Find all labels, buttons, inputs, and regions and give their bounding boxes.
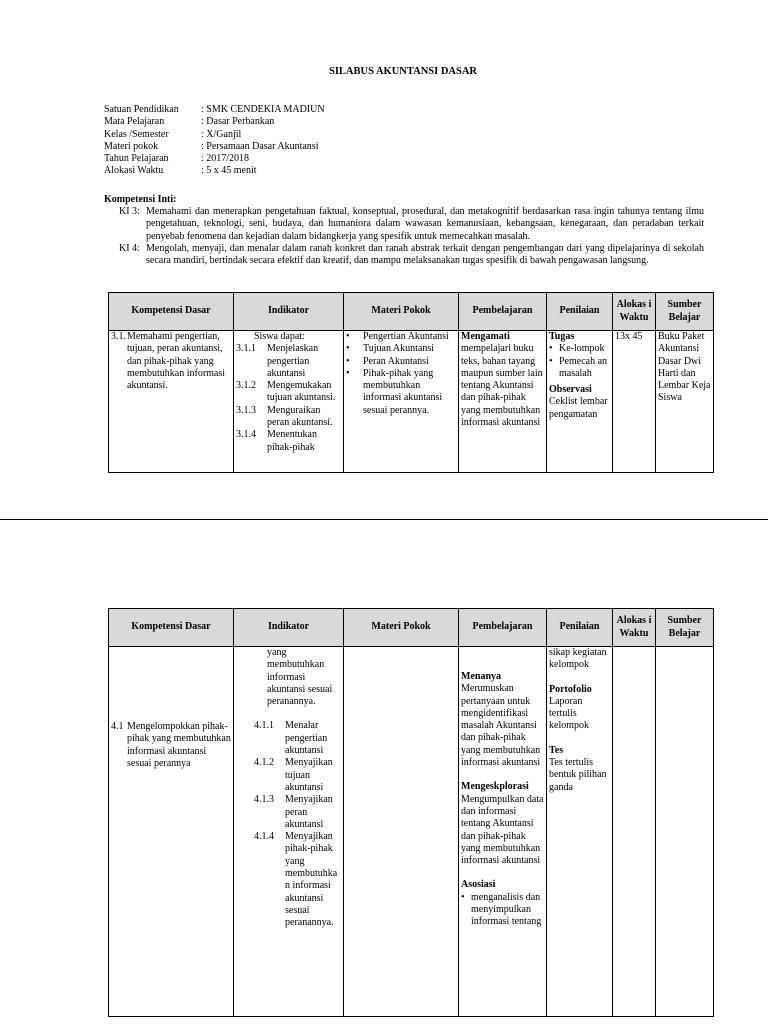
meta-row bbox=[104, 165, 325, 177]
portofolio-heading: Portofolio bbox=[549, 683, 592, 695]
ki-3-text: Memahami dan menerapkan pengetahuan faktual, konseptual, prosedural, dan metakognitif berdasarkan rasa ingin tahunya tentang ilmu pengetahuan, teknologi, seni, budaya, dan humaniora dalam wawasan kemanusiaan, kebangsaan, kenegaraan, dan peradaban terkait penyebab fenomena dan kejadian dalam bidangkerja yang spesifik untuk memecahkan masalah. bbox=[146, 206, 704, 242]
tugas-heading: Tugas bbox=[549, 331, 575, 342]
header-sumber: Sumber Belajar bbox=[656, 609, 714, 647]
indicator-number: 3.1.1 bbox=[236, 343, 256, 355]
meta-row bbox=[104, 153, 325, 165]
kd-cell bbox=[109, 647, 234, 1017]
penilaian-cell bbox=[547, 647, 613, 1017]
bullet-icon: • bbox=[549, 355, 553, 367]
meta-row bbox=[104, 141, 325, 153]
indicator-continued: yang membutuhkan informasi akuntansi sesuai peranannya. bbox=[267, 647, 333, 708]
tes-heading: Tes bbox=[549, 744, 564, 756]
materi-cell bbox=[344, 647, 459, 1017]
tugas-item: Ke-lompok bbox=[559, 343, 605, 355]
bullet-icon: • bbox=[549, 343, 553, 355]
portofolio-text: Laporan tertulis kelompok bbox=[549, 695, 589, 732]
materi-cell bbox=[344, 331, 459, 473]
indicator-text: Menguraikan peran akuntansi. bbox=[267, 404, 333, 429]
materi-item: Tujuan Akuntansi bbox=[363, 343, 435, 355]
indikator-intro: Siswa dapat: bbox=[254, 331, 305, 342]
header-pembelajaran: Pembelajaran bbox=[459, 609, 547, 647]
kd-text: Memahami pengertian, tujuan, peran akuntansi, dan pihak-pihak yang membutuhkan informasi akuntansi. bbox=[127, 331, 226, 392]
bullet-icon: • bbox=[346, 331, 350, 342]
penilaian-continued: sikap kegiatan kelompok bbox=[549, 647, 607, 671]
header-indikator: Indikator bbox=[234, 293, 344, 331]
indicator-text: Menentukan pihak-pihak bbox=[267, 429, 317, 453]
kd-number: 3.1. bbox=[111, 331, 126, 342]
meta-value: : 5 x 45 menit bbox=[201, 165, 257, 177]
materi-item: Peran Akuntansi bbox=[363, 355, 429, 367]
meta-label: Mata Pelajaran bbox=[104, 116, 165, 128]
header-pembelajaran: Pembelajaran bbox=[459, 293, 547, 331]
indicator-number: 4.1.1 bbox=[254, 720, 274, 732]
kd-cell bbox=[109, 331, 234, 473]
asosiasi-heading: Asosiasi bbox=[461, 879, 496, 891]
bullet-icon: • bbox=[461, 891, 465, 903]
ki-3 bbox=[119, 206, 704, 243]
meta-row bbox=[104, 129, 325, 141]
bullet-icon: • bbox=[346, 367, 350, 379]
indikator-cell bbox=[234, 331, 344, 473]
materi-item: Pengertian Akuntansi bbox=[363, 331, 449, 342]
identity-block bbox=[104, 104, 325, 178]
page-divider bbox=[0, 519, 768, 520]
header-sumber: Sumber Belajar bbox=[656, 293, 714, 331]
ki-4-label: KI 4: bbox=[119, 243, 140, 254]
meta-value: : X/Ganjil bbox=[201, 128, 242, 140]
header-alokasi: Alokas i Waktu bbox=[613, 293, 656, 331]
meta-label: Tahun Pelajaran bbox=[104, 153, 169, 165]
alokasi-cell: 13x 45 bbox=[613, 331, 656, 473]
kd-number: 4.1 bbox=[111, 721, 124, 732]
header-kd: Kompetensi Dasar bbox=[109, 609, 234, 647]
indicator-number: 3.1.4 bbox=[236, 429, 256, 441]
alokasi-cell bbox=[613, 647, 656, 1017]
header-indikator: Indikator bbox=[234, 609, 344, 647]
meta-label: Kelas /Semester bbox=[104, 128, 169, 140]
header-kd: Kompetensi Dasar bbox=[109, 293, 234, 331]
meta-row bbox=[104, 116, 325, 128]
indicator-number: 4.1.3 bbox=[254, 794, 274, 806]
mengamati-heading: Mengamati bbox=[461, 331, 510, 342]
penilaian-cell bbox=[547, 331, 613, 473]
meta-row bbox=[104, 104, 325, 116]
materi-item: Pihak-pihak yang membutuhkan informasi akuntansi sesuai perannya. bbox=[363, 367, 443, 416]
meta-value: : 2017/2018 bbox=[201, 153, 250, 165]
meta-label: Alokasi Waktu bbox=[104, 165, 164, 177]
ki-3-label: KI 3: bbox=[119, 206, 140, 217]
tes-text: Tes tertulis bentuk pilihan ganda bbox=[549, 757, 607, 793]
pembelajaran-cell bbox=[459, 647, 547, 1017]
bullet-icon: • bbox=[346, 343, 350, 355]
eksplorasi-text: Mengumpulkan data dan informasi tentang Akuntansi dan pihak-pihak yang membutuhkan informasi akuntansi bbox=[461, 793, 544, 867]
pembelajaran-cell bbox=[459, 331, 547, 473]
meta-label: Satuan Pendidikan bbox=[104, 104, 179, 115]
sumber-cell: Buku Paket Akuntansi Dasar Dwi Harti dan Lembar Keja Siswa bbox=[656, 331, 714, 473]
header-materi: Materi Pokok bbox=[344, 609, 459, 647]
header-alokasi: Alokas i Waktu bbox=[613, 609, 656, 647]
indicator-text: Menyajikan pihak-pihak yang membutuhka n informasi akuntansi sesuai peranannya. bbox=[285, 831, 338, 929]
mengamati-text: mempelajari buku teks, bahan tayang maupun sumber lain tentang Akuntansi dan pihak-pihak yang membutuhkan informasi akuntansi bbox=[461, 343, 543, 429]
indicator-text: Menalar pengertian akuntansi bbox=[285, 720, 328, 757]
tugas-item: Pemecah an masalah bbox=[559, 355, 608, 379]
page-title: SILABUS AKUNTANSI DASAR bbox=[328, 66, 477, 77]
indicator-number: 3.1.2 bbox=[236, 380, 256, 392]
meta-label: Materi pokok bbox=[104, 140, 159, 152]
syllabus-table-2 bbox=[108, 608, 714, 1017]
menanya-text: Merumuskan pertanyaan untuk mengidentifikasi masalah Akuntansi dan pihak-pihak yang membutuhkan informasi akuntansi bbox=[461, 683, 541, 769]
indicator-number: 4.1.2 bbox=[254, 757, 274, 769]
meta-value: : SMK CENDEKIA MADIUN bbox=[201, 104, 325, 115]
header-penilaian: Penilaian bbox=[547, 293, 613, 331]
indicator-text: Menjelaskan pengertian akuntansi bbox=[267, 343, 319, 379]
kd-text: Mengelompokkan pihak-pihak yang membutuhkan informasi akuntansi sesuai perannya bbox=[127, 721, 231, 769]
syllabus-table-1 bbox=[108, 292, 714, 473]
ki-4-text: Mengolah, menyaji, dan menalar dalam ranah konkret dan ranah abstrak terkait dengan pengembangan dari yang dipelajarinya di sekolah secara mandiri, bertindak secara efektif dan kreatif, dan mampu melaksanakan tugas spesifik di bawah pengawasan langsung. bbox=[146, 243, 704, 267]
indicator-number: 4.1.4 bbox=[254, 831, 274, 843]
indicator-number: 3.1.3 bbox=[236, 404, 256, 416]
observasi-text: Ceklist lembar pengamatan bbox=[549, 396, 608, 420]
ki-4 bbox=[119, 243, 704, 268]
observasi-heading: Observasi bbox=[549, 384, 592, 396]
meta-value: : Dasar Perbankan bbox=[201, 116, 275, 128]
eksplorasi-heading: Mengeskplorasi bbox=[461, 781, 529, 793]
asosiasi-item: menganalisis dan menyimpulkan informasi tentang bbox=[471, 891, 542, 928]
ki-heading: Kompetensi Inti: bbox=[104, 194, 177, 205]
meta-value: : Persamaan Dasar Akuntansi bbox=[201, 140, 319, 152]
indicator-text: Menyajikan peran akuntansi bbox=[285, 794, 333, 830]
header-penilaian: Penilaian bbox=[547, 609, 613, 647]
menanya-heading: Menanya bbox=[461, 671, 501, 682]
indicator-text: Mengemukakan tujuan akuntansi. bbox=[267, 380, 336, 404]
sumber-cell bbox=[656, 647, 714, 1017]
header-materi: Materi Pokok bbox=[344, 293, 459, 331]
indicator-text: Menyajikan tujuan akuntansi bbox=[285, 757, 333, 793]
indikator-cell bbox=[234, 647, 344, 1017]
bullet-icon: • bbox=[346, 355, 350, 367]
